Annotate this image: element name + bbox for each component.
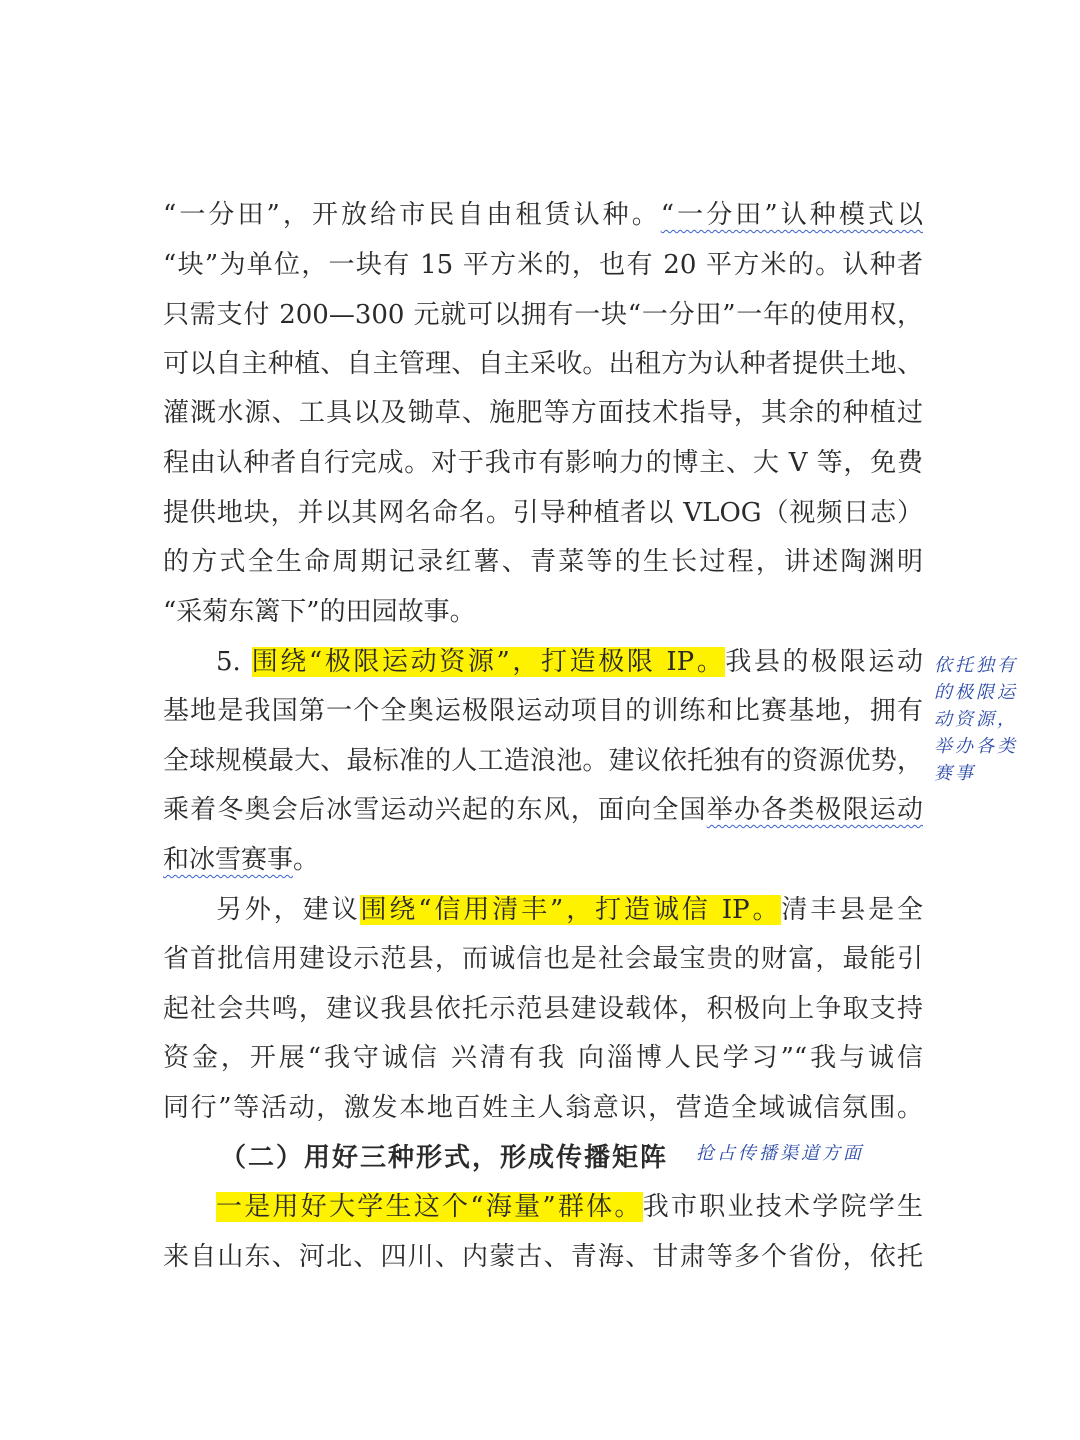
text-line-16: 省首批信用建设示范县，而诚信也是社会最宝贵的财富，最能引	[163, 944, 923, 974]
text-segment: “一分田”，开放给市民自由租赁认种。	[163, 200, 661, 230]
text-segment: 另外，建议	[216, 895, 361, 925]
text-line-21: 来自山东、河北、四川、内蒙古、青海、甘肃等多个省份，依托	[163, 1242, 923, 1272]
text-line-14	[163, 835, 923, 885]
text-line-1	[163, 190, 923, 240]
note-line: 举办各类	[934, 736, 1018, 757]
text-line-4: 可以自主种植、自主管理、自主采收。出租方为认种者提供土地、	[163, 349, 923, 379]
text-line-17: 起社会共鸣，建议我县依托示范县建设载体，积极向上争取支持	[163, 994, 923, 1024]
text-line-20	[216, 1182, 923, 1232]
text-line-19: 同行”等活动，激发本地百姓主人翁意识，营造全域诚信氛围。	[163, 1093, 923, 1123]
item-number: 5.	[216, 647, 252, 677]
note-line: 依托独有	[934, 655, 1018, 676]
text-line-6: 程由认种者自行完成。对于我市有影响力的博主、大 V 等，免费	[163, 448, 923, 478]
text-line-13	[163, 785, 923, 835]
handwritten-side-note	[934, 652, 1034, 787]
text-line-5: 灌溉水源、工具以及锄草、施肥等方面技术指导，其余的种植过	[163, 398, 923, 428]
text-line-11: 基地是我国第一个全奥运极限运动项目的训练和比赛基地，拥有	[163, 696, 923, 726]
text-segment: 我县的极限运动	[725, 647, 923, 677]
text-segment: 清丰县是全	[781, 895, 923, 925]
text-line-8: 的方式全生命周期记录红薯、青菜等的生长过程，讲述陶渊明	[163, 547, 923, 577]
highlighted-text: 围绕“信用清丰”，打造诚信 IP。	[360, 895, 782, 925]
text-segment: 乘着冬奥会后冰雪运动兴起的东风，面向全国	[163, 795, 707, 825]
text-line-2: “块”为单位，一块有 15 平方米的，也有 20 平方米的。认种者	[163, 250, 923, 280]
text-line-12: 全球规模最大、最标准的人工造浪池。建议依托独有的资源优势，	[163, 746, 923, 776]
wavy-underlined-text: 举办各类极限运动	[706, 795, 923, 825]
handwritten-inline-note: 抢占传播渠道方面	[696, 1143, 864, 1164]
text-line-7: 提供地块，并以其网名命名。引导种植者以 VLOG（视频日志）	[163, 498, 923, 528]
text-line-18: 资金，开展“我守诚信 兴清有我 向淄博人民学习”“我与诚信	[163, 1043, 923, 1073]
text-line-10	[216, 637, 923, 687]
wavy-underlined-text: “一分田”认种模式以	[660, 200, 923, 230]
highlighted-text: 围绕“极限运动资源”，打造极限 IP。	[251, 647, 726, 677]
wavy-underlined-text: 和冰雪赛事	[163, 845, 294, 875]
note-line: 的极限运	[934, 682, 1018, 703]
text-segment: 我市职业技术学院学生	[642, 1192, 923, 1222]
note-line: 动资源，	[934, 709, 1018, 730]
text-segment: 。	[293, 845, 320, 875]
note-line: 赛事	[934, 763, 976, 784]
text-line-15	[216, 885, 923, 935]
highlighted-text: 一是用好大学生这个“海量”群体。	[216, 1192, 643, 1222]
text-line-9: “采菊东篱下”的田园故事。	[163, 597, 476, 627]
section-heading: （二）用好三种形式，形成传播矩阵	[220, 1143, 669, 1173]
text-line-3: 只需支付 200—300 元就可以拥有一块“一分田”一年的使用权，	[163, 300, 923, 330]
